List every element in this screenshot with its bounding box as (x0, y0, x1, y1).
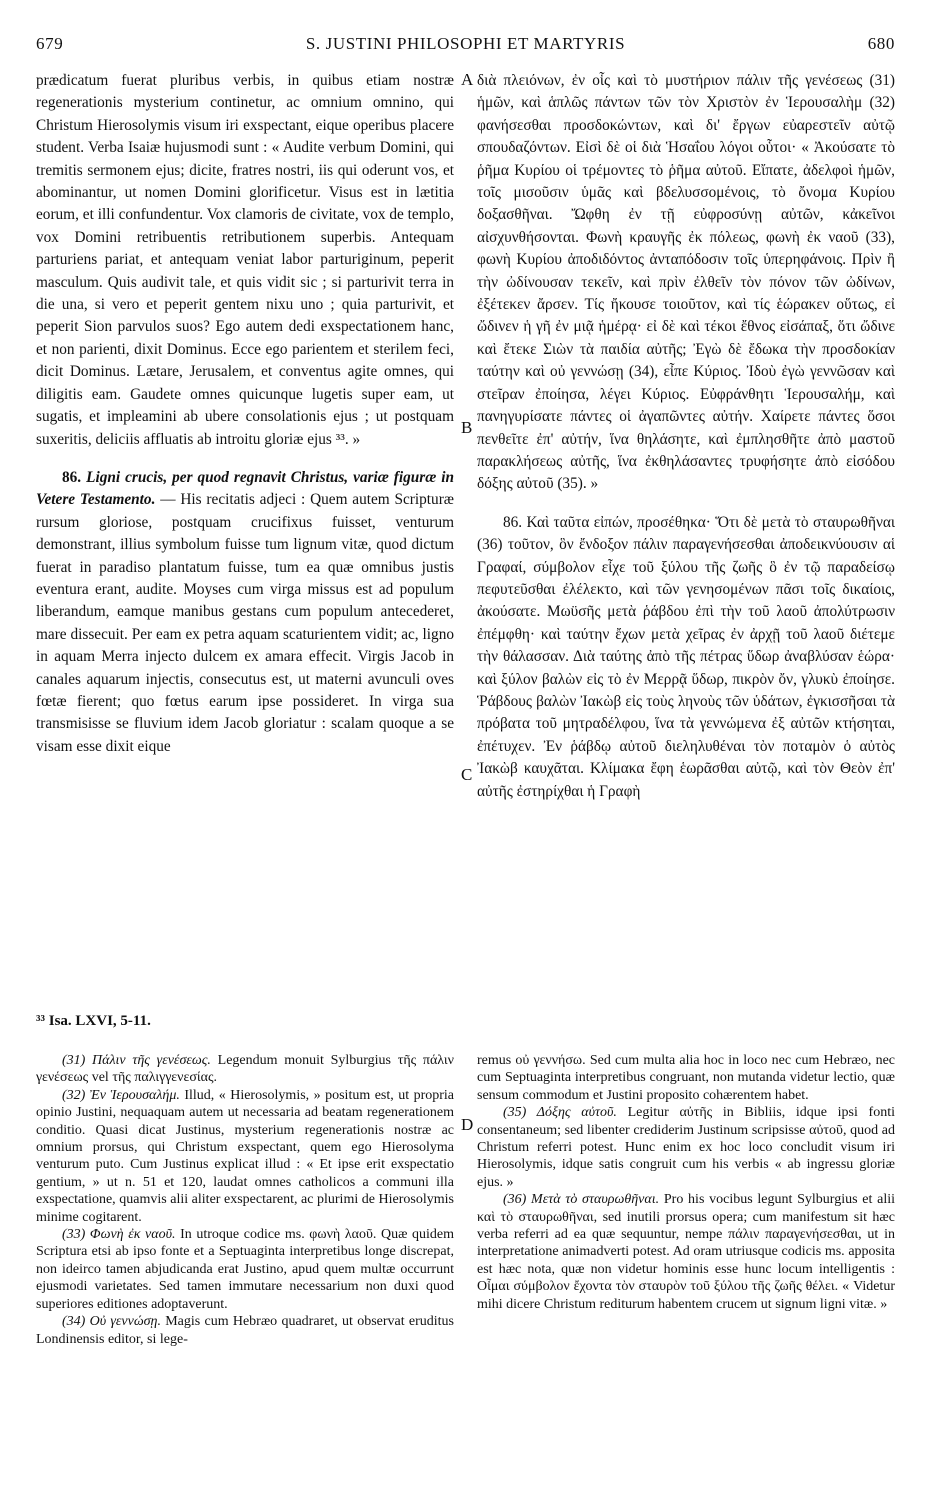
latin-section-body: — His recitatis adjeci : Quem autem Scripturæ rursum gloriose, postquam crucifixus fuisset, venturum demonstrant, illius symbolum fuisse tum lignum vitæ, quod dictum fuerat in paradiso plantatum fuisse, tum ea quæ omnibus justis eventura erant, audite. Moyses cum virga missus est ad populum liberandum, eamque manibus gestans cum populum antecederet, mare dissecuit. Per eam ex petra aquam scaturientem vidit; ac, ligno in aquam Merra injecto dulcem ex amara effecit. Virgis Jacob in canales aquarum injectis, consecutus est, ut materni avunculi oves fœtæ fierent; quo fœtus earum ipse possideret. In virga sua transmisisse se fluvium idem Jacob gloriatur : scalam quoque a se visam esse dixit eique (36, 491, 454, 755)
footnote (36, 1052, 454, 1087)
footnote-body: In utroque codice ms. φωνὴ λαοῦ. Quæ quidem Scriptura etsi ab ipso fonte et a Septuaginta interpretibus longe discrepat, non ideirco tamen abjudicanda erat Justino, apud quem multæ occurrunt ejusmodi varietates. Sed tamen immutare necessarium non duxi quod superiores editiones adoptaverunt. (36, 1227, 455, 1312)
greek-paragraph-2: 86. Καὶ ταῦτα εἰπών, προσέθηκα· Ὅτι δὲ μετὰ τὸ σταυρωθῆναι (36) τοῦτον, ὃν ἔνδοξον πάλιν παραγενήσεσθαι ἀποδεικνύουσιν αἱ Γραφαί, σύμβολον εἶχε τοῦ ξύλου τῆς ζωῆς ὃ ἐν τῷ παραδείσῳ πεφυτεῦσθαι ἐλέλεκτο, καὶ τῶν γενησομένων πᾶσι τοῖς δικαίοις, ἀκούσατε. Μωϋσῆς μετὰ ῥάβδου ἐπὶ τὴν τοῦ λαοῦ ἀπολύτρωσιν ἐπέμφθη· καὶ ταύτην ἔχων μετὰ χεῖρας ἐν ἀρχῇ τοῦ λαοῦ διέτεμε τὴν θάλασσαν. Διὰ ταύτης ἀπὸ τῆς πέτρας ὕδωρ ἀναβλύσαν ἑώρα· καὶ ξύλον βαλὼν εἰς τὸ ἐν Μερρᾷ ὕδωρ, πικρὸν ὄν, γλυκὺ ἐποίησε. Ῥάβδους βαλὼν Ἰακὼβ εἰς τοὺς ληνοὺς τῶν ὑδάτων, ἐγκισσῆσαι τὰ πρόβατα τοῦ μητραδέλφου, ἵνα τὰ γεννώμενα ἐξ αὐτῶν κτήσηται, ἐπέτυχεν. Ἐν ῥάβδῳ αὐτοῦ διεληλυθέναι τὸν ποταμὸν ὁ αὐτὸς Ἰακὼβ καυχᾶται. Κλίμακα ἔφη ἑωρᾶσθαι αὐτῷ, καὶ τὸν Θεὸν ἐπ' αὐτῆς ἐστηρίχθαι ἡ Γραφὴ (477, 513, 895, 800)
running-title: S. JUSTINI PHILOSOPHI ET MARTYRIS (305, 34, 626, 53)
footnote (36, 1313, 454, 1348)
margin-letter-c: C (461, 765, 473, 784)
footnote (36, 1087, 454, 1226)
margin-letter-a: A (461, 70, 474, 89)
footnote-head: (32) Ἐν Ἱερουσαλήμ. (62, 1087, 180, 1103)
footnote (36, 1226, 454, 1313)
latin-paragraph-1: prædicatum fuerat pluribus verbis, in quibus etiam nostræ regenerationis mysterium continetur, ac omnium omnino, qui Christum Hierosolymis visum iri exspectant, eique operibus placere student. Verba Isaiæ hujusmodi sunt : « Audite verbum Domini, qui tremitis sermonem ejus; dicite, fratres nostri, iis qui oderunt vos, et abominantur, ut nomen Domini glorificetur. Visus est in lætitia eorum, et illi confundentur. Vox clamoris de civitate, vox de templo, vox Domini retribuentis retributionem superbis. Antequam parturiens pariat, et antequam veniat labor parturiginum, peperit masculum. Quis audivit tale, et quis vidit sic ; si parturivit terra in die una, si vero et peperit gentem nixu uno ; quia parturivit, et peperit Sion parvulos suos? Ego autem dedi exspectationem hanc, et non parienti, dixit Dominus. Ecce ego parientem et sterilem feci, dicit Dominus. Lætare, Jerusalem, et conventus agite omnes, qui diligitis eam. Gaudete omnes quicunque lugetis super eam, ut sugatis, et impleamini ab ubere consolationis ejus ; ut postquam suxeritis, deliciis affluatis ab introitu gloriæ ejus ³³. » (36, 72, 454, 448)
footnote-head: (36) Μετὰ τὸ σταυρωθῆναι. (503, 1192, 660, 1208)
latin-section-title: Ligni crucis, per quod regnavit Christus, variæ figuræ in Vetere Testamento. (36, 468, 455, 509)
footnote-body: Legendum monuit Sylburgius τῆς πάλιν γενέσεως vel τῆς παλιγγενεσίας. (36, 1053, 454, 1086)
footnote-body: Magis cum Hebræo quadraret, ut observat eruditus Londinensis editor, si lege- (36, 1314, 454, 1347)
scripture-reference: ³³ Isa. LXVI, 5-11. (36, 1013, 151, 1029)
footnote (477, 1191, 895, 1313)
greek-paragraph-1: διὰ πλειόνων, ἐν οἷς καὶ τὸ μυστήριον πάλιν τῆς γενέσεως (31) ἡμῶν, καὶ ἁπλῶς πάντων τῶν τὸν Χριστὸν ἐν Ἱερουσαλὴμ (32) φανήσεσθαι προσδοκώντων, καὶ δι' ἔργων εὐαρεστεῖν αὐτῷ σπουδαζόντων. Εἰσὶ δὲ οἱ διὰ Ἡσαΐου λόγοι οὗτοι· « Ἀκούσατε τὸ ῥῆμα Κυρίου οἱ τρέμοντες τὸ ῥῆμα αὐτοῦ. Εἴπατε, ἀδελφοὶ ἡμῶν, τοῖς μισοῦσιν ὑμᾶς καὶ βδελυσσομένοις, τὸ ὄνομα Κυρίου δοξασθῆναι. Ὤφθη ἐν τῇ εὐφροσύνῃ αὐτῶν, κἀκεῖνοι αἰσχυνθήσονται. Φωνὴ κραυγῆς ἐκ πόλεως, φωνὴ ἐκ ναοῦ (33), φωνὴ Κυρίου ἀποδιδόντος ἀνταπόδοσιν τοῖς ὑπερηφάνοις. Πρὶν ἢ τὴν ὠδίνουσαν τεκεῖν, καὶ πρὶν ἐλθεῖν τὸν πόνον τῶν ὠδίνων, ἐξέτεκεν ἄρσεν. Τίς ἤκουσε τοιοῦτον, καὶ τίς ἑώρακεν οὕτως, εἰ ὤδινεν ἡ γῆ ἐν μιᾷ ἡμέρᾳ· εἰ δὲ καὶ τέκοι ἔθνος εἰσάπαξ, ὅτι ὤδινε καὶ ἔτεκε Σιὼν τὰ παιδία αὐτῆς; Ἐγὼ δὲ ἔδωκα τὴν προσδοκίαν ταύτην καὶ οὐ γεννώσῃ (34), εἶπε Κύριος. Ἰδοὺ ἐγὼ γεννῶσαν καὶ στεῖραν ἐποίησα, λέγει Κύριος. Εὐφράνθητι Ἱερουσαλήμ, καὶ πανηγυρίσατε πάντες οἱ ἀγαπῶντες αὐτήν. Χαίρετε πάντες ὅσοι πενθεῖτε ἐπ' αὐτήν, ἵνα θηλάσητε, καὶ ἐμπλησθῆτε ἀπὸ μαστοῦ παρακλήσεως αὐτῆς, ἵνα ἐκθηλάσαντες τρυφήσητε ἀπὸ εἰσόδου δόξης αὐτοῦ (35). » (477, 72, 895, 493)
footnote (477, 1104, 895, 1191)
greek-column (477, 70, 895, 803)
footnote-body: Illud, « Hierosolymis, » positum est, ut propria opinio Justini, nequaquam autem ut necessaria ad beatam regenerationem conditio. Quasi dicat Justinus, mysterium regenerationis nostræ ac omnium prorsus, qui Christum exspectant, quem ego Hierosolyma venturum puto. Cum Justinus explicat illud : « Et ipse erit exspectatio gentium, » ut n. 51 et 120, laudat omnes catholicos a communi illa exspectatione, quamvis alii aliter exspectarent, ac plurimi de Hierosolymis minime cogitarent. (36, 1087, 454, 1225)
footnote-body: remus οὐ γεννήσω. Sed cum multa alia hoc in loco nec cum Hebræo, nec cum Septuaginta interpretibus congruant, non mutanda videtur lectio, quæ sensum commodum et Justini proposito cohærentem habet. (477, 1053, 895, 1103)
latin-column (36, 70, 454, 758)
footnotes-right (477, 1052, 895, 1313)
footnote-head: (33) Φωνὴ ἐκ ναοῦ. (62, 1227, 176, 1243)
footnotes-left (36, 1052, 454, 1348)
page-number-right: 680 (867, 34, 895, 53)
page-number-left: 679 (36, 34, 64, 53)
margin-letter-d: D (461, 1115, 474, 1134)
footnote-body: Legitur αὐτῆς in Bibliis, idque ipsi fonti consentaneum; sed libenter crediderim Justinum scripsisse αὐτοῦ, quod ad Christum referri potest. Hunc enim ex hoc loco concludit visum iri Hierosolymis, idque satis congruit cum his verbis « ab ingressu gloriæ ejus. » (477, 1105, 895, 1190)
margin-letter-b: B (461, 418, 473, 437)
latin-section-number: 86. (62, 468, 82, 486)
latin-paragraph-2 (36, 467, 454, 758)
running-header (36, 34, 895, 56)
footnote-continued (477, 1052, 895, 1104)
footnote-head: (31) Πάλιν τῆς γενέσεως. (62, 1053, 211, 1068)
footnote-body: Pro his vocibus legunt Sylburgius et alii καὶ τὸ σταυρωθῆναι, sed inutili prorsus opera; cum manifestum sit hæc verba referri ad ea quæ sequuntur, nempe πάλιν παραγενήσεσθαι, ut in interpretatione animadverti potest. Ad oram utriusque codicis ms. apposita est hæc nota, quæ non videtur hominis esse hunc locum intelligentis : Οἶμαι σύμβολον ἔχοντα τὸν σταυρὸν τοῦ ξύλου τῆς ζωῆς θέλει. « Videtur mihi dicere Christum rediturum habentem crucem ut signum ligni vitæ. » (477, 1192, 895, 1312)
footnote-head: (34) Οὐ γεννώσῃ. (62, 1314, 161, 1330)
footnote-head: (35) Δόξης αὐτοῦ. (503, 1105, 617, 1121)
